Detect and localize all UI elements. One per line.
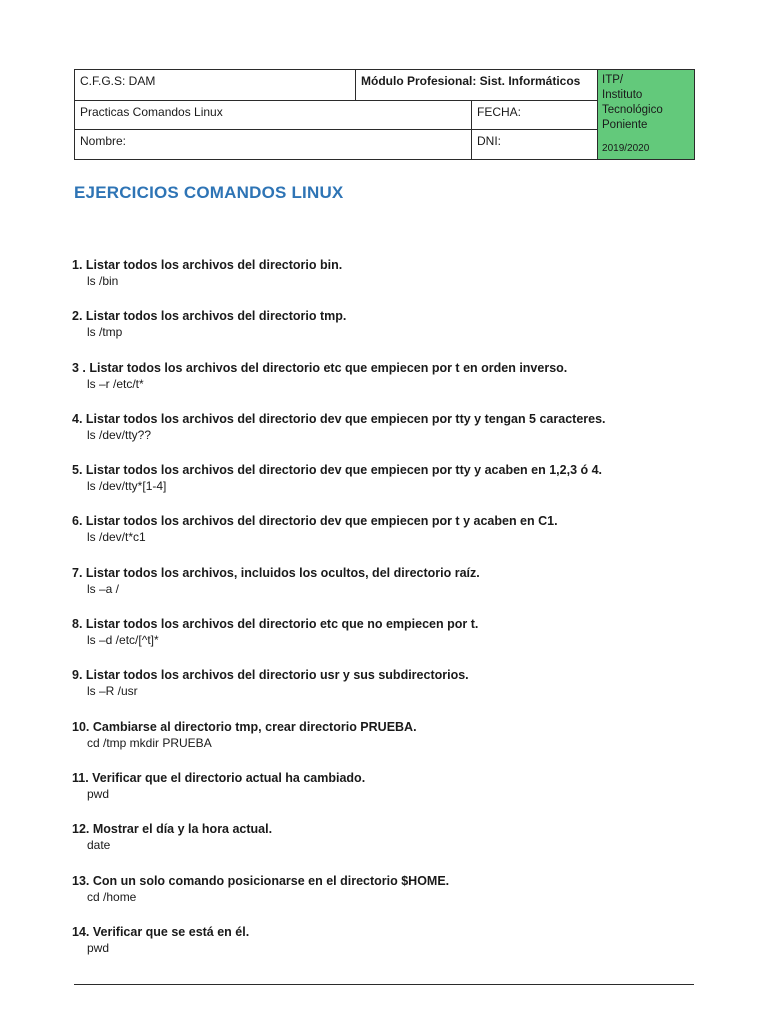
exercise-question: 10. Cambiarse al directorio tmp, crear directorio PRUEBA. (72, 719, 417, 734)
exercise-item (72, 924, 702, 975)
exercise-question: 4. Listar todos los archivos del directorio dev que empiecen por tty y tengan 5 caracteres. (72, 411, 606, 426)
exercise-answer: ls –R /usr (87, 684, 138, 699)
cycle-cell: C.F.G.S: DAM (75, 70, 356, 101)
exercise-answer: ls /tmp (87, 325, 123, 340)
topic-cell: Practicas Comandos Linux (75, 100, 472, 130)
exercise-question: 13. Con un solo comando posicionarse en el directorio $HOME. (72, 873, 450, 888)
exercise-answer: ls /dev/tty*[1-4] (87, 479, 167, 494)
exercise-item (72, 770, 702, 821)
exercise-list (72, 257, 702, 975)
exercise-answer: ls –d /etc/[^t]* (87, 633, 159, 648)
exercise-question: 7. Listar todos los archivos, incluidos los ocultos, del directorio raíz. (72, 565, 480, 580)
exercise-question: 8. Listar todos los archivos del directorio etc que no empiecen por t. (72, 617, 479, 632)
exercise-item (72, 616, 702, 667)
institute-line-1: ITP/ (602, 74, 624, 86)
institute-line-3: Tecnológico (602, 104, 663, 116)
exercise-item (72, 565, 702, 616)
institute-line-2: Instituto (602, 89, 643, 101)
exercise-item (72, 513, 702, 564)
exercise-item (72, 667, 702, 718)
header-table (74, 69, 695, 160)
exercise-question: 11. Verificar que el directorio actual ha cambiado. (72, 770, 366, 785)
exercise-question: 3 . Listar todos los archivos del directorio etc que empiecen por t en orden inverso. (72, 360, 568, 375)
exercise-answer: pwd (87, 940, 110, 955)
exercise-answer: ls /dev/t*c1 (87, 530, 146, 545)
exercise-answer: ls –r /etc/t* (87, 376, 144, 391)
exercise-answer: ls /bin (87, 274, 119, 288)
exercise-answer: pwd (87, 786, 110, 801)
dni-label-cell: DNI: (472, 130, 598, 160)
school-year: 2019/2020 (602, 143, 650, 154)
name-label-cell: Nombre: (75, 130, 472, 160)
date-label-cell: FECHA: (472, 100, 598, 130)
institute-cell (598, 70, 695, 160)
institute-line-4: Poniente (602, 119, 648, 131)
exercise-item (72, 411, 702, 462)
exercise-question: 1. Listar todos los archivos del directorio bin. (72, 258, 343, 272)
exercise-question: 12. Mostrar el día y la hora actual. (72, 822, 273, 837)
exercise-answer: ls /dev/tty?? (87, 427, 152, 442)
exercise-answer: cd /tmp mkdir PRUEBA (87, 735, 212, 750)
exercise-question: 14. Verificar que se está en él. (72, 924, 250, 939)
exercise-question: 5. Listar todos los archivos del directorio dev que empiecen por tty y acaben en 1,2,3 ó 4. (72, 463, 603, 478)
module-cell: Módulo Profesional: Sist. Informáticos (356, 70, 598, 101)
exercise-item (72, 719, 702, 770)
footer-divider (74, 984, 694, 985)
exercise-answer: ls –a / (87, 581, 120, 596)
page-title: EJERCICIOS COMANDOS LINUX (74, 183, 344, 202)
exercise-answer: cd /home (87, 889, 137, 904)
exercise-item (72, 873, 702, 924)
exercise-question: 2. Listar todos los archivos del directorio tmp. (72, 309, 347, 324)
exercise-question: 6. Listar todos los archivos del directorio dev que empiecen por t y acaben en C1. (72, 514, 558, 529)
exercise-item (72, 257, 702, 308)
exercise-item (72, 821, 702, 872)
exercise-question: 9. Listar todos los archivos del directorio usr y sus subdirectorios. (72, 668, 469, 683)
exercise-item (72, 360, 702, 411)
exercise-item (72, 462, 702, 513)
exercise-answer: date (87, 838, 111, 853)
exercise-item (72, 308, 702, 359)
